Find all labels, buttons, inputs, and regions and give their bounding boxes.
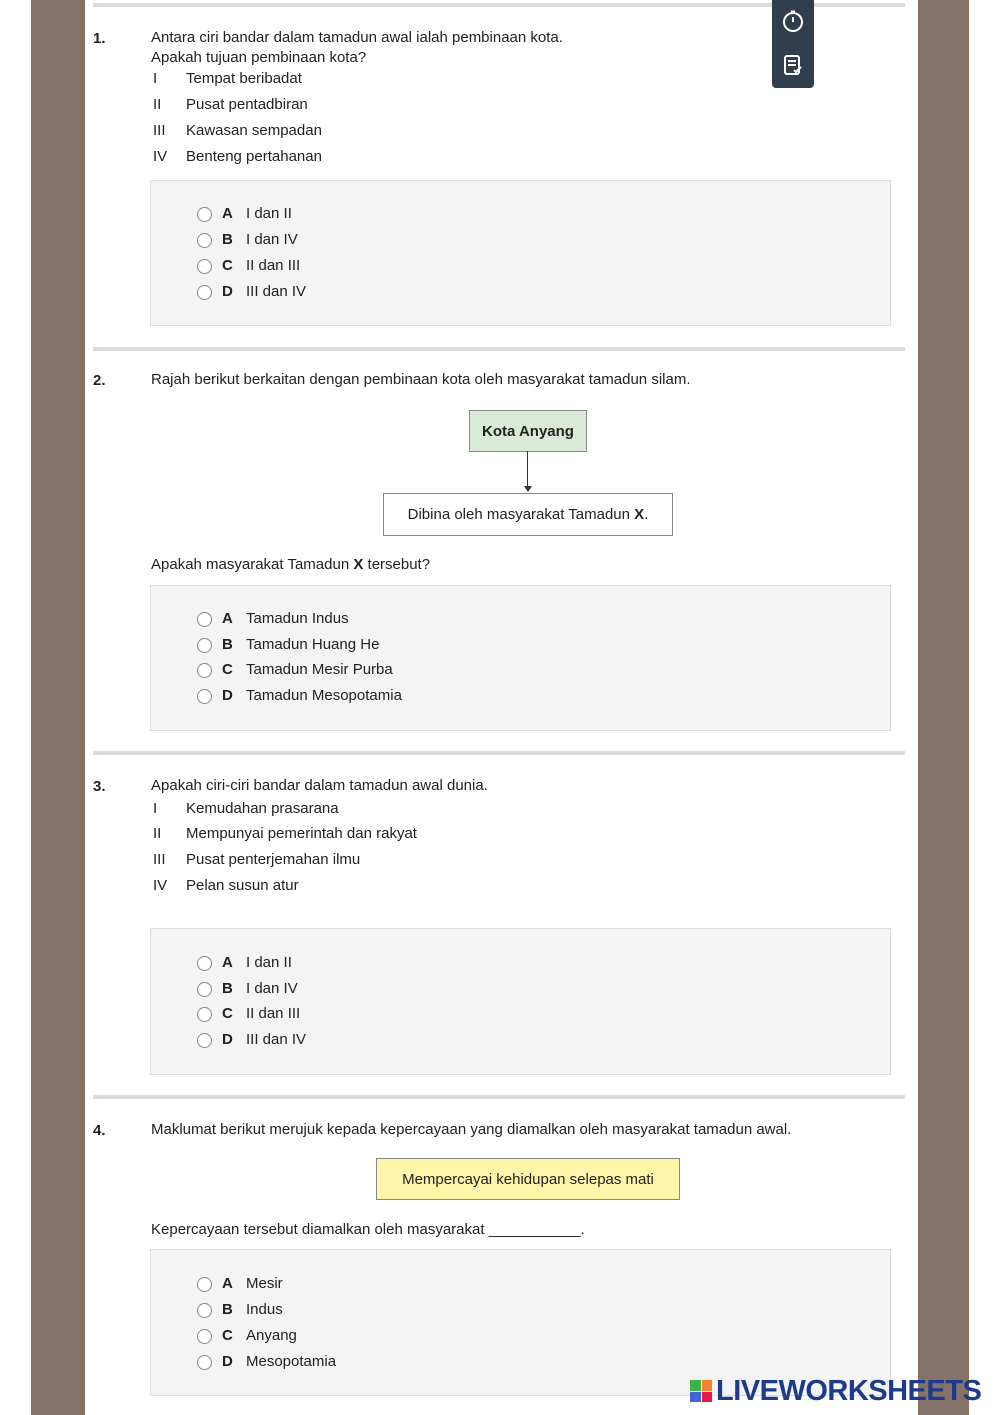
option-text: Tamadun Mesir Purba <box>246 661 393 678</box>
option-b[interactable] <box>197 979 298 999</box>
prompt-text-end: tersebut? <box>363 556 431 573</box>
option-text: I dan II <box>246 954 292 971</box>
option-c[interactable] <box>197 660 393 680</box>
statement-text: Benteng pertahanan <box>186 148 322 165</box>
radio-button[interactable] <box>197 638 212 653</box>
arrow-head-icon <box>524 486 532 492</box>
option-b[interactable] <box>197 635 379 655</box>
statement-item <box>153 122 322 139</box>
statement-numeral: II <box>153 825 162 842</box>
statement-numeral: I <box>153 70 158 87</box>
statement-text: Pusat pentadbiran <box>186 96 308 113</box>
option-text: Tamadun Huang He <box>246 636 380 653</box>
option-letter: C <box>222 257 233 274</box>
option-letter: C <box>222 661 233 678</box>
radio-button[interactable] <box>197 233 212 248</box>
statement-text: Pelan susun atur <box>186 877 299 894</box>
option-c[interactable] <box>197 256 300 276</box>
statement-item <box>153 800 339 817</box>
option-c[interactable] <box>197 1004 300 1024</box>
radio-button[interactable] <box>197 1007 212 1022</box>
radio-button[interactable] <box>197 1329 212 1344</box>
divider <box>93 347 905 351</box>
option-a[interactable] <box>197 609 349 629</box>
diagram-variable: X <box>634 506 645 523</box>
question-number: 2. <box>93 372 106 389</box>
option-letter: A <box>222 954 233 971</box>
worksheet-page <box>85 0 918 1415</box>
timer-icon[interactable] <box>780 8 806 34</box>
option-text: Mesopotamia <box>246 1353 337 1370</box>
radio-button[interactable] <box>197 1303 212 1318</box>
option-a[interactable] <box>197 953 292 973</box>
question-prompt: Kepercayaan tersebut diamalkan oleh masyarakat ___________. <box>151 1221 585 1238</box>
statement-numeral: IV <box>153 148 168 165</box>
radio-button[interactable] <box>197 956 212 971</box>
diagram-text-end: . <box>644 506 649 523</box>
diagram-text: Dibina oleh masyarakat Tamadun <box>407 506 635 523</box>
statement-text: Kawasan sempadan <box>186 122 322 139</box>
question-prompt <box>151 555 430 575</box>
option-text: I dan IV <box>246 980 298 997</box>
prompt-text: Apakah masyarakat Tamadun <box>151 556 354 573</box>
question-text: Apakah ciri-ciri bandar dalam tamadun awal dunia. <box>151 777 488 794</box>
statement-item <box>153 825 417 842</box>
statement-item <box>153 96 308 113</box>
option-letter: B <box>222 636 233 653</box>
answer-options <box>150 928 891 1075</box>
statement-numeral: II <box>153 96 162 113</box>
question-number: 3. <box>93 778 106 795</box>
radio-button[interactable] <box>197 285 212 300</box>
radio-button[interactable] <box>197 207 212 222</box>
question-text <box>151 28 563 68</box>
option-a[interactable] <box>197 1274 283 1294</box>
question-number: 4. <box>93 1122 106 1139</box>
statement-text: Tempat beribadat <box>186 70 302 87</box>
left-margin <box>0 0 31 1415</box>
option-letter: A <box>222 205 233 222</box>
option-text: I dan IV <box>246 231 298 248</box>
option-c[interactable] <box>197 1326 297 1346</box>
question-line: Antara ciri bandar dalam tamadun awal ialah pembinaan kota. <box>151 29 563 46</box>
option-letter: B <box>222 980 233 997</box>
diagram-top-box: Kota Anyang <box>469 410 587 452</box>
radio-button[interactable] <box>197 612 212 627</box>
radio-button[interactable] <box>197 1277 212 1292</box>
answer-options <box>150 180 891 326</box>
question-text: Rajah berikut berkaitan dengan pembinaan kota oleh masyarakat tamadun silam. <box>151 371 691 388</box>
statement-item <box>153 70 302 87</box>
statement-text: Pusat penterjemahan ilmu <box>186 851 361 868</box>
option-text: II dan III <box>246 257 301 274</box>
option-d[interactable] <box>197 1352 336 1372</box>
radio-button[interactable] <box>197 259 212 274</box>
statement-item <box>153 877 299 894</box>
option-letter: B <box>222 231 233 248</box>
statement-text: Kemudahan prasarana <box>186 800 339 817</box>
option-letter: C <box>222 1327 233 1344</box>
statement-item <box>153 148 322 165</box>
option-letter: C <box>222 1005 233 1022</box>
statement-text: Mempunyai pemerintah dan rakyat <box>186 825 417 842</box>
divider <box>93 751 905 755</box>
option-a[interactable] <box>197 204 292 224</box>
right-frame <box>918 0 969 1415</box>
radio-button[interactable] <box>197 663 212 678</box>
statement-numeral: III <box>153 122 166 139</box>
option-text: Indus <box>246 1301 283 1318</box>
brand-logo-icon <box>690 1380 712 1402</box>
option-d[interactable] <box>197 686 402 706</box>
option-letter: D <box>222 283 233 300</box>
option-text: Anyang <box>246 1327 297 1344</box>
answer-options <box>150 585 891 731</box>
option-d[interactable] <box>197 1030 306 1050</box>
prompt-variable: X <box>353 556 364 573</box>
radio-button[interactable] <box>197 689 212 704</box>
option-b[interactable] <box>197 1300 283 1320</box>
question-number: 1. <box>93 30 106 47</box>
statement-item <box>153 851 360 868</box>
statement-numeral: III <box>153 851 166 868</box>
option-text: Tamadun Mesopotamia <box>246 687 402 704</box>
option-letter: A <box>222 1275 233 1292</box>
checklist-icon[interactable] <box>780 52 806 78</box>
radio-button[interactable] <box>197 982 212 997</box>
radio-button[interactable] <box>197 1355 212 1370</box>
divider <box>93 1095 905 1099</box>
option-text: II dan III <box>246 1005 301 1022</box>
option-letter: D <box>222 1031 233 1048</box>
question-line: Apakah tujuan pembinaan kota? <box>151 49 367 66</box>
option-text: Tamadun Indus <box>246 610 349 627</box>
diagram-arrow <box>527 451 528 487</box>
diagram-bottom-box <box>383 493 673 536</box>
option-d[interactable] <box>197 282 306 302</box>
radio-button[interactable] <box>197 1033 212 1048</box>
option-letter: A <box>222 610 233 627</box>
question-text: Maklumat berikut merujuk kepada kepercayaan yang diamalkan oleh masyarakat tamadun awal. <box>151 1121 792 1138</box>
left-frame <box>31 0 85 1415</box>
option-letter: B <box>222 1301 233 1318</box>
option-text: Mesir <box>246 1275 283 1292</box>
info-box: Mempercayai kehidupan selepas mati <box>376 1158 680 1200</box>
option-b[interactable] <box>197 230 298 250</box>
liveworksheets-logo <box>690 1375 981 1407</box>
option-text: I dan II <box>246 205 292 222</box>
statement-numeral: I <box>153 800 158 817</box>
floating-toolbar <box>772 0 814 88</box>
option-text: III dan IV <box>246 1031 307 1048</box>
option-letter: D <box>222 687 233 704</box>
option-text: III dan IV <box>246 283 307 300</box>
option-letter: D <box>222 1353 233 1370</box>
brand-text: LIVEWORKSHEETS <box>716 1374 982 1407</box>
statement-numeral: IV <box>153 877 168 894</box>
